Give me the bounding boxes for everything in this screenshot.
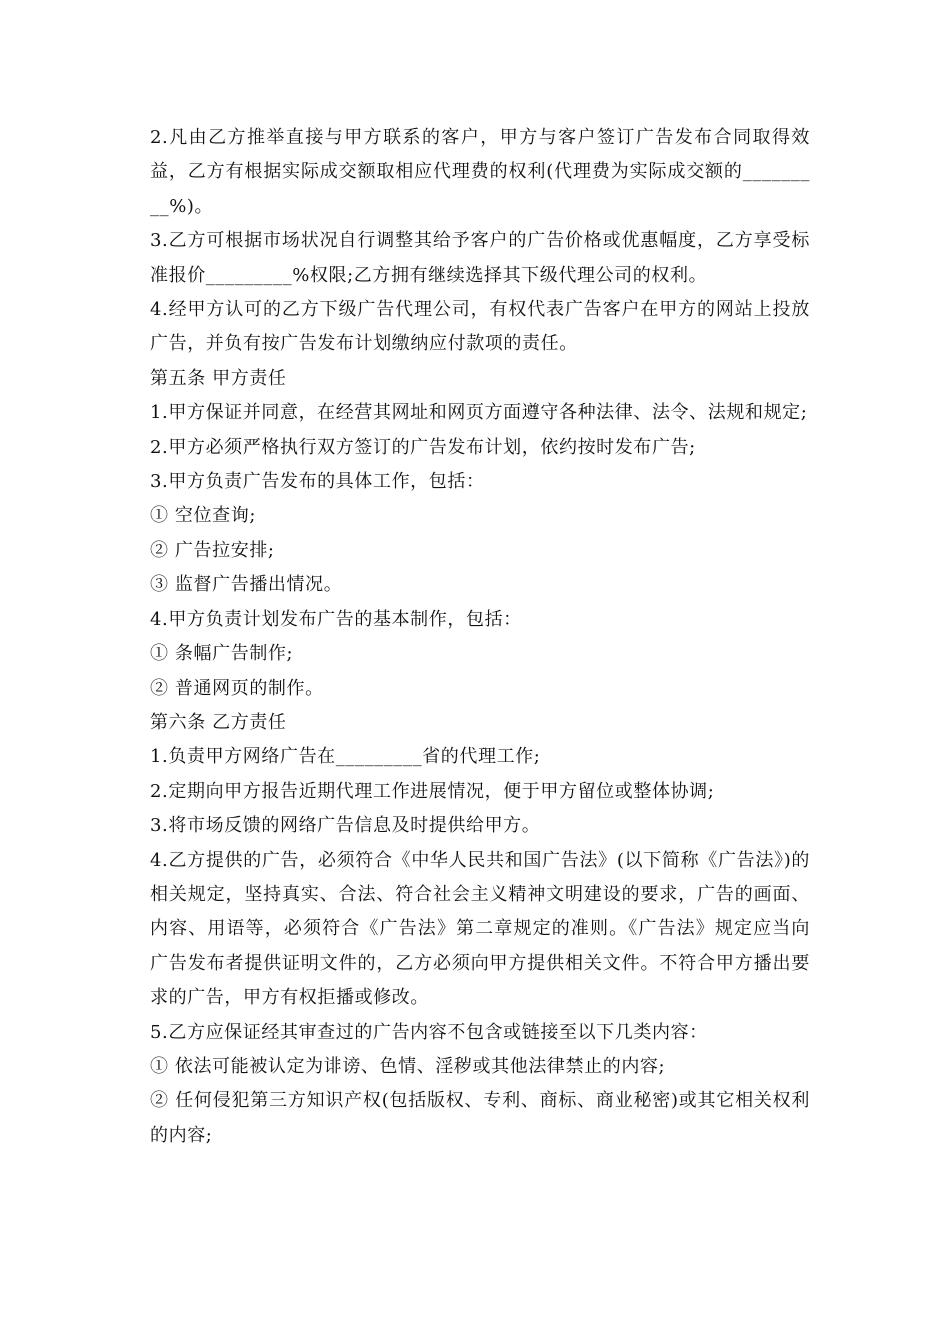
- article-5-item-4-sub-1: ① 条幅广告制作;: [150, 643, 294, 665]
- article-5-item-2: 2.甲方必须严格执行双方签订的广告发布计划，依约按时发布广告;: [150, 436, 696, 458]
- article-5-item-3-sub-1: ① 空位查询;: [150, 505, 256, 527]
- article-6-item-5-sub-1: ① 依法可能被认定为诽谤、色情、淫秽或其他法律禁止的内容;: [150, 1055, 666, 1077]
- article-5-item-4-sub-2: ② 普通网页的制作。: [150, 677, 324, 699]
- article-5-item-3-sub-2: ② 广告拉安排;: [150, 539, 275, 561]
- clause-4-item-4: 4.经甲方认可的乙方下级广告代理公司，有权代表广告客户在甲方的网站上投放广告，并负有按广告发布计划缴纳应付款项的责任。: [150, 299, 810, 355]
- article-5-item-1: 1.甲方保证并同意，在经营其网址和网页方面遵守各种法律、法令、法规和规定;: [150, 402, 808, 424]
- clause-4-item-2: 2.凡由乙方推举直接与甲方联系的客户，甲方与客户签订广告发布合同取得效益，乙方有根据实际成交额取相应代理费的权利(代理费为实际成交额的_________%)。: [150, 127, 810, 217]
- article-6-item-5-sub-2: ② 任何侵犯第三方知识产权(包括版权、专利、商标、商业秘密)或其它相关权利的内容;: [150, 1090, 810, 1146]
- article-5-item-3: 3.甲方负责广告发布的具体工作，包括：: [150, 471, 485, 493]
- article-6-item-2: 2.定期向甲方报告近期代理工作进展情况，便于甲方留位或整体协调;: [150, 780, 715, 802]
- article-5-item-4: 4.甲方负责计划发布广告的基本制作，包括：: [150, 608, 522, 630]
- document-body: [145, 121, 810, 1153]
- article-6-item-1: 1.负责甲方网络广告在_________省的代理工作;: [150, 746, 541, 768]
- article-5-heading: 第五条 甲方责任: [150, 367, 287, 389]
- article-6-item-5: 5.乙方应保证经其审查过的广告内容不包含或链接至以下几类内容：: [150, 1021, 708, 1043]
- article-5-item-3-sub-3: ③ 监督广告播出情况。: [150, 574, 343, 596]
- article-6-heading: 第六条 乙方责任: [150, 711, 287, 733]
- article-6-item-4: 4.乙方提供的广告，必须符合《中华人民共和国广告法》(以下简称《广告法》)的相关规定，坚持真实、合法、符合社会主义精神文明建设的要求，广告的画面、内容、用语等，必须符合《广告法》第二章规定的准则。《广告法》规定应当向广告发布者提供证明文件的，乙方必须向甲方提供相关文件。不符合甲方播出要求的广告，甲方有权拒播或修改。: [150, 849, 810, 1009]
- clause-4-item-3: 3.乙方可根据市场状况自行调整其给予客户的广告价格或优惠幅度，乙方享受标准报价_________%权限;乙方拥有继续选择其下级代理公司的权利。: [150, 230, 810, 286]
- article-6-item-3: 3.将市场反馈的网络广告信息及时提供给甲方。: [150, 815, 541, 837]
